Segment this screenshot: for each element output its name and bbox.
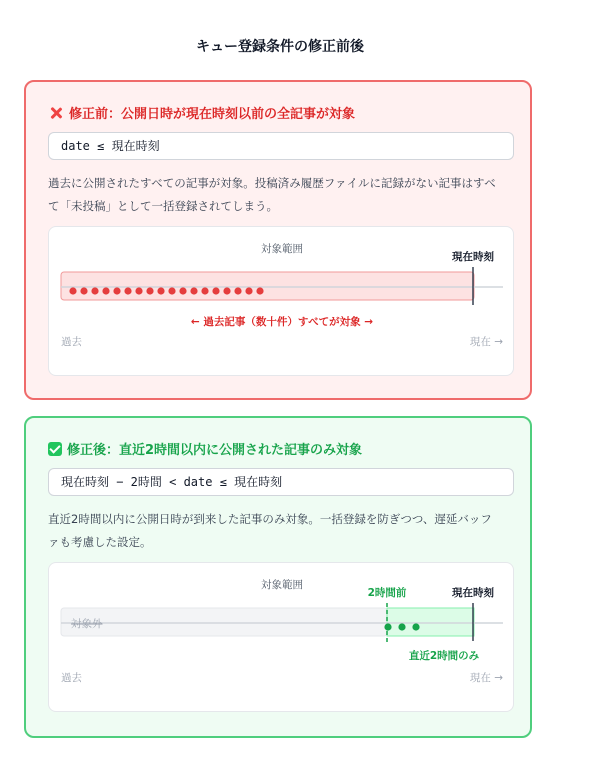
before-timeline-panel bbox=[48, 226, 514, 376]
page-title: キュー登録条件の修正前後 bbox=[196, 39, 364, 55]
article-dot bbox=[179, 287, 186, 294]
article-dot bbox=[201, 287, 208, 294]
after-range-label: 対象範囲 bbox=[261, 579, 303, 591]
article-dot bbox=[69, 287, 76, 294]
before-range-band bbox=[61, 272, 474, 300]
after-description-line-2: ァも考慮した設定。 bbox=[48, 535, 152, 549]
before-range-label: 対象範囲 bbox=[261, 243, 303, 255]
before-present-label: 現在 → bbox=[469, 336, 503, 348]
article-dot bbox=[223, 287, 230, 294]
article-dot bbox=[256, 287, 263, 294]
article-dot bbox=[398, 623, 405, 630]
after-heading bbox=[48, 439, 362, 458]
article-dot bbox=[234, 287, 241, 294]
after-card bbox=[24, 416, 532, 738]
after-caption: 直近2時間のみ bbox=[408, 650, 480, 662]
article-dot bbox=[157, 287, 164, 294]
article-dot bbox=[102, 287, 109, 294]
article-dot bbox=[245, 287, 252, 294]
before-description-line-1: 過去に公開されたすべての記事が対象。投稿済み履歴ファイルに記録がない記事はすべ bbox=[48, 176, 496, 190]
before-heading-text: 修正前：公開日時が現在時刻以前の全記事が対象 bbox=[69, 107, 356, 122]
article-dot bbox=[80, 287, 87, 294]
article-dot bbox=[190, 287, 197, 294]
article-dot bbox=[146, 287, 153, 294]
before-card bbox=[24, 80, 532, 400]
before-timeline bbox=[49, 227, 515, 377]
after-excluded-band bbox=[61, 608, 387, 636]
after-description bbox=[48, 508, 518, 554]
after-past-label: 過去 bbox=[61, 672, 82, 684]
after-article-dots bbox=[384, 623, 419, 630]
before-past-label: 過去 bbox=[61, 336, 82, 348]
article-dot bbox=[135, 287, 142, 294]
cross-mark-icon bbox=[48, 105, 64, 121]
before-description-line-2: て「未投稿」として一括登録されてしまう。 bbox=[48, 199, 278, 213]
article-dot bbox=[91, 287, 98, 294]
after-description-line-1: 直近2時間以内に公開日時が到来した記事のみ対象。一括登録を防ぎつつ、遅延バッフ bbox=[48, 512, 492, 526]
article-dot bbox=[168, 287, 175, 294]
article-dot bbox=[124, 287, 131, 294]
after-heading-text: 修正後：直近2時間以内に公開された記事のみ対象 bbox=[67, 443, 363, 458]
after-timeline-panel bbox=[48, 562, 514, 712]
after-now-label: 現在時刻 bbox=[452, 587, 494, 599]
article-dot bbox=[113, 287, 120, 294]
article-dot bbox=[212, 287, 219, 294]
after-timeline bbox=[49, 563, 515, 713]
check-mark-icon bbox=[48, 442, 62, 456]
after-formula-box: 現在時刻 − 2時間 < date ≤ 現在時刻 bbox=[48, 468, 514, 496]
after-range-band bbox=[387, 608, 474, 636]
after-boundary-label: 2時間前 bbox=[367, 587, 407, 599]
after-present-label: 現在 → bbox=[469, 672, 503, 684]
before-formula-box: date ≤ 現在時刻 bbox=[48, 132, 514, 160]
before-heading bbox=[48, 103, 355, 122]
article-dot bbox=[412, 623, 419, 630]
before-description bbox=[48, 172, 518, 218]
article-dot bbox=[384, 623, 391, 630]
before-caption: ← 過去記事（数十件）すべてが対象 → bbox=[190, 316, 374, 328]
before-now-label: 現在時刻 bbox=[452, 251, 494, 263]
after-excluded-label: 対象外 bbox=[71, 618, 103, 630]
